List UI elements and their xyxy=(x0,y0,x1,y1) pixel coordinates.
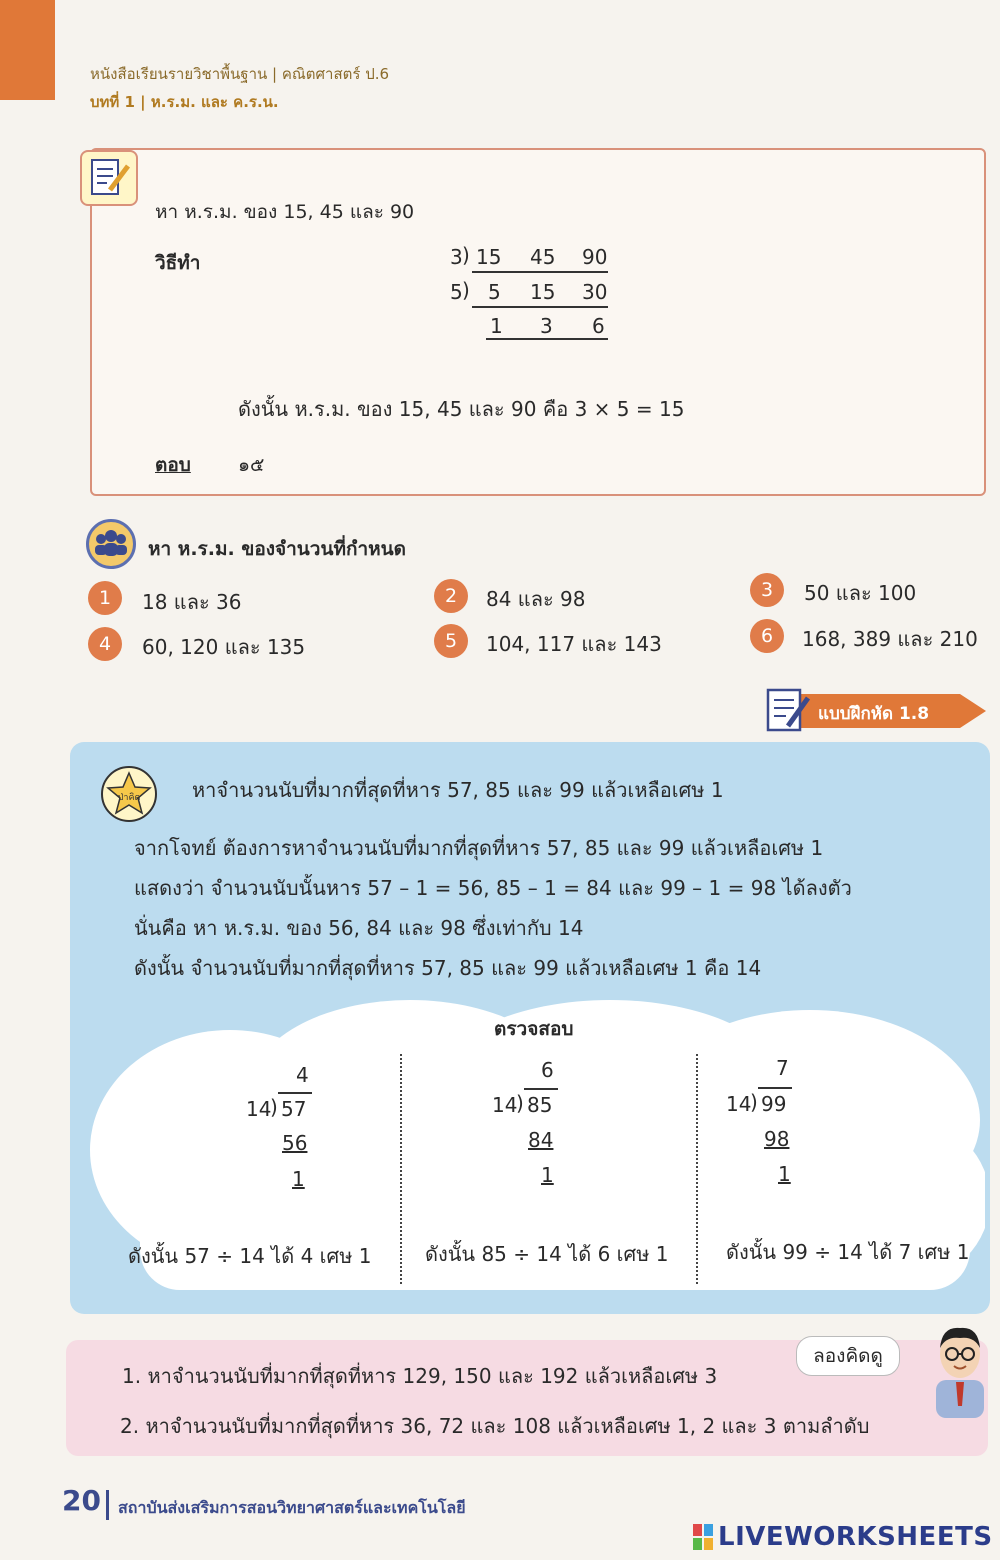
ladder-paren-2: ) xyxy=(462,278,470,302)
practice-item: 104, 117 และ 143 xyxy=(486,632,662,656)
practice-item: 18 และ 36 xyxy=(142,590,242,614)
check-caption: ดังนั้น 99 ÷ 14 ได้ 7 เศษ 1 xyxy=(726,1240,970,1264)
ladder-value: 15 xyxy=(476,245,502,269)
answer-value: ๑๕ xyxy=(238,454,265,476)
footer-divider xyxy=(106,1490,109,1520)
ladder-divisor-2: 5 xyxy=(450,280,463,304)
ladder-value: 45 xyxy=(530,245,556,269)
teacher-avatar xyxy=(928,1318,992,1418)
item-number-badge: 5 xyxy=(434,624,468,658)
check-remainder: 1 xyxy=(541,1163,554,1187)
ladder-divisor-1: 3 xyxy=(450,245,463,269)
long-division-bracket: ) xyxy=(516,1091,524,1115)
long-division-bar xyxy=(758,1087,792,1089)
exercise-tag: แบบฝึกหัด 1.8 xyxy=(818,704,930,724)
item-number-badge: 1 xyxy=(88,581,122,615)
divider-dotted xyxy=(696,1054,698,1284)
liveworksheets-watermark: LIVEWORKSHEETS xyxy=(718,1522,993,1552)
book-title: หนังสือเรียนรายวิชาพื้นฐาน | คณิตศาสตร์ ป.6 xyxy=(90,65,390,83)
try-it-item-1: 1. หาจำนวนนับที่มากที่สุดที่หาร 129, 150 และ 192 แล้วเหลือเศษ 3 xyxy=(122,1364,718,1388)
item-number-badge: 6 xyxy=(750,619,784,653)
item-number-badge: 3 xyxy=(750,573,784,607)
long-division-bar xyxy=(524,1088,558,1090)
solution-line-4: ดังนั้น จำนวนนับที่มากที่สุดที่หาร 57, 85 และ 99 แล้วเหลือเศษ 1 คือ 14 xyxy=(134,956,762,980)
check-product: 56 xyxy=(282,1131,308,1155)
practice-item: 168, 389 และ 210 xyxy=(802,627,978,651)
check-caption: ดังนั้น 57 ÷ 14 ได้ 4 เศษ 1 xyxy=(128,1244,372,1268)
ladder-value: 3 xyxy=(540,314,553,338)
check-product: 84 xyxy=(528,1128,554,1152)
check-product: 98 xyxy=(764,1127,790,1151)
ladder-paren-1: ) xyxy=(462,243,470,267)
corner-tab xyxy=(0,0,55,100)
item-number-badge: 4 xyxy=(88,627,122,661)
check-remainder: 1 xyxy=(778,1162,791,1186)
chapter-title: บทที่ 1 | ห.ร.ม. และ ค.ร.น. xyxy=(90,93,279,111)
example-conclusion: ดังนั้น ห.ร.ม. ของ 15, 45 และ 90 คือ 3 × 5 = 15 xyxy=(238,397,685,421)
practice-item: 60, 120 และ 135 xyxy=(142,635,306,659)
item-number-badge: 2 xyxy=(434,579,468,613)
practice-item: 84 และ 98 xyxy=(486,587,586,611)
group-people-icon xyxy=(86,519,136,569)
ladder-rule xyxy=(472,306,608,308)
ladder-value: 5 xyxy=(488,280,501,304)
ladder-rule xyxy=(472,271,608,273)
worksheet-pencil-icon xyxy=(764,686,812,736)
long-division-bracket: ) xyxy=(750,1090,758,1114)
ladder-value: 1 xyxy=(490,314,503,338)
try-it-item-2: 2. หาจำนวนนับที่มากที่สุดที่หาร 36, 72 และ 108 แล้วเหลือเศษ 1, 2 และ 3 ตามลำดับ xyxy=(120,1414,870,1438)
check-caption: ดังนั้น 85 ÷ 14 ได้ 6 เศษ 1 xyxy=(425,1242,669,1266)
check-dividend: 99 xyxy=(761,1092,787,1116)
ladder-value: 90 xyxy=(582,245,608,269)
liveworksheets-logo-icon xyxy=(693,1524,713,1550)
ladder-underline xyxy=(486,338,608,340)
check-quotient: 7 xyxy=(776,1056,789,1080)
check-divisor: 14 xyxy=(726,1092,752,1116)
speech-bubble: ลองคิดดู xyxy=(796,1336,900,1376)
publisher-name: สถาบันส่งเสริมการสอนวิทยาศาสตร์และเทคโนโลยี xyxy=(118,1498,466,1517)
solution-line-2: แสดงว่า จำนวนนับนั้นหาร 57 – 1 = 56, 85 – 1 = 84 และ 99 – 1 = 98 ได้ลงตัว xyxy=(134,876,852,900)
check-dividend: 85 xyxy=(527,1093,553,1117)
svg-text:ป่าคิด: ป่าคิด xyxy=(117,793,141,803)
check-remainder: 1 xyxy=(292,1167,305,1191)
ladder-value: 15 xyxy=(530,280,556,304)
check-divisor: 14 xyxy=(246,1097,272,1121)
pencil-notebook-icon xyxy=(80,150,138,206)
answer-label: ตอบ xyxy=(155,454,191,476)
divider-dotted xyxy=(400,1054,402,1284)
example-question: หา ห.ร.ม. ของ 15, 45 และ 90 xyxy=(155,201,415,223)
practice-item: 50 และ 100 xyxy=(804,581,917,605)
check-divisor: 14 xyxy=(492,1093,518,1117)
check-quotient: 6 xyxy=(541,1058,554,1082)
method-label: วิธีทำ xyxy=(155,252,201,274)
check-quotient: 4 xyxy=(296,1063,309,1087)
practice-title: หา ห.ร.ม. ของจำนวนที่กำหนด xyxy=(148,538,407,560)
check-dividend: 57 xyxy=(281,1097,307,1121)
long-division-bar xyxy=(278,1092,312,1094)
ladder-value: 6 xyxy=(592,314,605,338)
challenge-question: หาจำนวนนับที่มากที่สุดที่หาร 57, 85 และ 99 แล้วเหลือเศษ 1 xyxy=(192,778,724,802)
solution-line-3: นั่นคือ หา ห.ร.ม. ของ 56, 84 และ 98 ซึ่งเท่ากับ 14 xyxy=(134,916,584,940)
solution-line-1: จากโจทย์ ต้องการหาจำนวนนับที่มากที่สุดที่หาร 57, 85 และ 99 แล้วเหลือเศษ 1 xyxy=(134,836,824,860)
star-badge-icon xyxy=(100,765,158,823)
long-division-bracket: ) xyxy=(270,1095,278,1119)
page-number: 20 xyxy=(62,1484,101,1517)
check-title: ตรวจสอบ xyxy=(494,1018,574,1040)
ladder-value: 30 xyxy=(582,280,608,304)
